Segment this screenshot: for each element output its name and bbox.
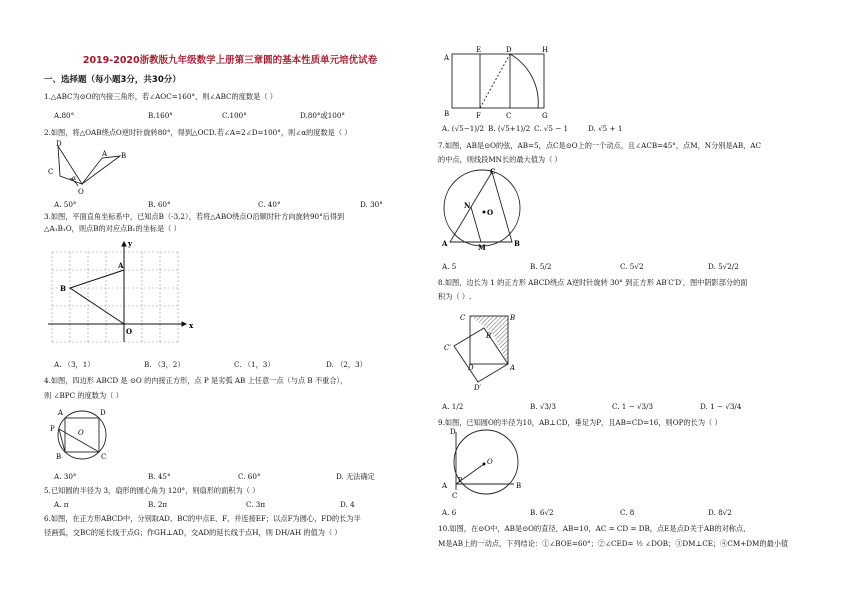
q1-option-b: B.160° bbox=[148, 111, 173, 120]
q3-label-b: B bbox=[60, 284, 66, 293]
q6-option-a: A. (√5−1)/2 bbox=[442, 124, 485, 133]
q7-label-b: B bbox=[514, 239, 520, 248]
q8-option-b: B. √3/3 bbox=[530, 402, 556, 411]
q4-option-a: A. 30° bbox=[54, 472, 77, 481]
q2-option-d: D. 30° bbox=[360, 200, 383, 209]
q3-label-y: y bbox=[128, 239, 133, 248]
q8-label-a: A bbox=[510, 364, 516, 372]
page-title: 2019-2020浙教版九年级数学上册第三章圆的基本性质单元培优试卷 bbox=[82, 55, 378, 66]
q9-label-d: D bbox=[450, 428, 456, 436]
q4-label-b: B bbox=[56, 453, 62, 461]
question-7-stem-line2: 的中点，则线段MN长的最大值为（ ） bbox=[438, 155, 562, 164]
q1-option-c: C.100° bbox=[222, 111, 247, 120]
q8-option-a: A. 1/2 bbox=[442, 402, 464, 411]
q7-label-o: O bbox=[487, 208, 494, 217]
q3-option-b: B. （3，2） bbox=[144, 360, 185, 369]
q6-option-b: B. (√5+1)/2 bbox=[488, 124, 531, 133]
q3-option-a: A. （3，1） bbox=[54, 360, 95, 369]
q6-option-d: D. √5 + 1 bbox=[588, 124, 623, 133]
question-7-figure bbox=[438, 166, 528, 250]
question-4-stem-line2: 则 ∠BPC 的度数为（ ） bbox=[44, 391, 123, 400]
q5-option-b: B. 2π bbox=[148, 500, 168, 509]
question-10-stem-line1: 10.如图，在⊙O中，AB是⊙O的直径，AB=10，AC = CD = DB，点E是点D关于AB的对称点， bbox=[438, 524, 751, 533]
q9-option-b: B. 6√2 bbox=[530, 508, 554, 517]
question-4-figure bbox=[48, 405, 120, 465]
q4-label-o: O bbox=[78, 429, 84, 437]
q7-label-c: C bbox=[490, 167, 496, 176]
q3-option-d: D. （2，3） bbox=[326, 360, 367, 369]
q7-label-n: N bbox=[464, 201, 471, 210]
q9-option-a: A. 6 bbox=[442, 508, 457, 517]
section-heading: 一、选择题（每小题3分，共30分） bbox=[44, 75, 181, 85]
q6-label-c: C bbox=[506, 112, 512, 120]
q2-label-o: O bbox=[78, 188, 84, 196]
question-10-stem-line2: M是AB上的一动点，下列结论：①∠BOE=60°；②∠CED= ½ ∠DOB；③DM⊥CE；④CM+DM的最小值 bbox=[438, 539, 789, 548]
q8-label-b-prime: B′ bbox=[486, 332, 493, 340]
q3-label-o: O bbox=[126, 327, 133, 336]
q6-option-c: C. √5 − 1 bbox=[534, 124, 569, 133]
q2-label-c: C bbox=[48, 168, 54, 176]
q4-label-c: C bbox=[101, 453, 107, 461]
question-5-stem: 5.已知圆的半径为 3，扇形的圆心角为 120°，则扇形的面积为（ ） bbox=[44, 486, 260, 495]
question-6-figure bbox=[438, 44, 558, 122]
question-3-figure bbox=[46, 236, 196, 348]
q4-option-c: C. 60° bbox=[238, 472, 261, 481]
q4-label-a: A bbox=[58, 409, 64, 417]
question-9-stem: 9.如图，已知圆O的半径为10，AB⊥CD，垂足为P，且AB=CD=16，则OP的长为（ ） bbox=[438, 418, 722, 427]
question-8-figure bbox=[442, 308, 532, 392]
q3-label-x: x bbox=[189, 321, 194, 330]
q1-option-a: A.80° bbox=[54, 111, 75, 120]
q7-label-m: M bbox=[478, 243, 486, 250]
q5-option-c: C. 3π bbox=[246, 500, 266, 509]
q9-option-c: C. 8 bbox=[620, 508, 635, 517]
q8-label-c-prime: C′ bbox=[444, 344, 451, 352]
q6-label-f: F bbox=[476, 112, 481, 120]
q9-label-o: O bbox=[487, 458, 493, 466]
q7-option-d: D. 5√2/2 bbox=[708, 262, 739, 271]
q6-label-d: D bbox=[506, 46, 512, 54]
question-2-figure bbox=[44, 138, 154, 196]
question-3-stem-line2: △A₁B₁O，则点B的对应点B₁的坐标是（ ） bbox=[44, 224, 181, 233]
q4-option-d: D. 无法确定 bbox=[336, 472, 375, 481]
q6-label-h: H bbox=[542, 46, 549, 54]
q7-label-a: A bbox=[442, 239, 448, 248]
q4-label-p: P bbox=[50, 425, 55, 433]
q9-label-b: B bbox=[516, 482, 522, 490]
question-8-stem-line1: 8.如图，边长为 1 的正方形 ABCD绕点 A逆时针旋转 30° 到正方形 AB′C′D′，图中阴影部分的面 bbox=[438, 278, 748, 287]
q2-label-b: B bbox=[121, 152, 127, 160]
q8-label-c: C bbox=[460, 314, 466, 322]
q2-option-a: A. 50° bbox=[54, 200, 77, 209]
question-3-stem-line1: 3.如图，平面直角坐标系中，已知点B（-3,2），若将△ABO绕点O沿顺时针方向旋转90°后得到 bbox=[44, 212, 345, 221]
q7-option-c: C. 5√2 bbox=[620, 262, 644, 271]
question-9-figure bbox=[440, 426, 530, 498]
q6-label-e: E bbox=[476, 46, 482, 54]
question-2-stem: 2.如图，将△OAB绕点O逆时针旋转80°，得到△OCD.若∠A=2∠D=100°，则∠α的度数是（ ） bbox=[44, 128, 352, 137]
q9-label-a: A bbox=[442, 482, 448, 490]
question-6-stem-line1: 6.如图，在正方形ABCD中，分别取AD、BC的中点E、F，并连接EF；以点F为圆心，FD的长为半 bbox=[44, 514, 361, 523]
q7-option-a: A. 5 bbox=[442, 262, 457, 271]
q7-option-b: B. 5/2 bbox=[530, 262, 552, 271]
q3-label-a: A bbox=[118, 261, 124, 270]
q6-label-b: B bbox=[444, 110, 450, 118]
q1-option-d: D.80°或100° bbox=[300, 111, 346, 120]
q9-label-c: C bbox=[452, 492, 458, 498]
question-4-stem-line1: 4.如图，四边形 ABCD 是 ⊙O 的内接正方形，点 P 是劣弧 AB 上任意一点（与点 B 不重合）， bbox=[44, 376, 348, 385]
q8-label-b: B bbox=[510, 314, 516, 322]
q9-label-p: P bbox=[458, 477, 463, 484]
question-6-stem-line2: 径画弧，交BC的延长线于点G；作GH⊥AD，交AD的延长线于点H，则 DH/AH 的值为（ ） bbox=[44, 528, 342, 537]
q2-option-c: C. 40° bbox=[258, 200, 281, 209]
q2-label-alpha: α bbox=[72, 175, 77, 182]
q4-label-d: D bbox=[100, 409, 106, 417]
q8-option-d: D. 1 − √3/4 bbox=[700, 402, 742, 411]
q3-option-c: C. （1，3） bbox=[234, 360, 275, 369]
q5-option-a: A. π bbox=[54, 500, 69, 509]
q9-option-d: D. 8√2 bbox=[708, 508, 732, 517]
q2-label-d: D bbox=[56, 140, 62, 148]
q6-label-a: A bbox=[444, 54, 450, 62]
q4-option-b: B. 45° bbox=[148, 472, 171, 481]
question-1-stem: 1.△ABC为⊙O的内接三角形，若∠AOC=160°，则∠ABC的度数是（ ） bbox=[44, 92, 277, 101]
q8-label-d: D bbox=[468, 364, 474, 372]
q6-label-g: G bbox=[542, 112, 548, 120]
q2-option-b: B. 60° bbox=[148, 200, 171, 209]
q5-option-d: D. 4 bbox=[340, 500, 355, 509]
q2-label-a: A bbox=[102, 150, 108, 158]
q8-label-d-prime: D′ bbox=[474, 384, 482, 392]
question-8-stem-line2: 积为（ ）. bbox=[438, 292, 472, 301]
question-7-stem-line1: 7.如图，AB是⊙O的弦，AB=5，点C是⊙O上的一个动点，且∠ACB=45°，点M，N分别是AB，AC bbox=[438, 141, 761, 150]
q8-option-c: C. 1 − √3/3 bbox=[612, 402, 654, 411]
